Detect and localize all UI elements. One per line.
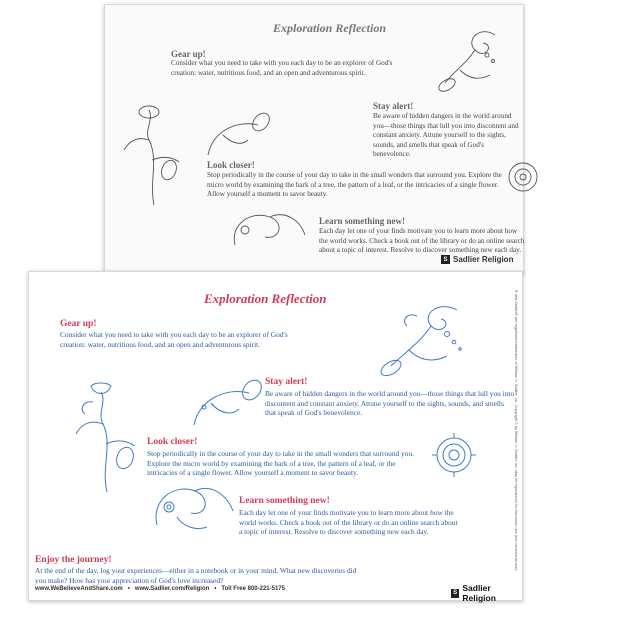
back-leaf-swirl-ornament — [225, 205, 310, 255]
front-heading-learn-new: Learn something new! — [239, 496, 330, 506]
back-text-look-closer: Stop periodically in the course of your day to take in the small wonders that surround you. Explore the micro world by examining the bark of a tree, the pattern of a leaf, or the intricacies of a single flower. Allow yourself a moment to savor beauty. — [207, 171, 502, 199]
front-swirl-ornament — [189, 367, 264, 432]
front-heading-enjoy-journey: Enjoy the journey! — [35, 555, 112, 565]
copyright-side-text: ® and Sadlier® are registered trademarks of William H. Sadlier, Inc. Copyright © by William H. Sadlier, Inc. May be reproduced for classroom use (not commercial use). — [514, 290, 518, 572]
back-flourish-ornament — [435, 25, 505, 105]
back-title: Exploration Reflection — [273, 21, 387, 35]
footer-site-sadlier[interactable]: www.Sadlier.com/Religion — [134, 586, 210, 592]
worksheet-preview-front — [28, 271, 523, 601]
back-heading-learn-new: Learn something new! — [319, 216, 405, 226]
front-title: Exploration Reflection — [204, 291, 327, 306]
back-heading-stay-alert: Stay alert! — [373, 101, 414, 111]
footer-site-webelieve[interactable]: www.WeBelieveAndShare.com — [35, 586, 123, 592]
front-leaf-swirl-ornament — [147, 477, 237, 537]
front-heading-look-closer: Look closer! — [147, 437, 198, 447]
front-text-gear-up: Consider what you need to take with you each day to be an explorer of God's creation: water, nutritious food, and an open and adventurous spirit. — [60, 330, 288, 349]
back-mandala-ornament — [503, 157, 543, 197]
front-text-enjoy-journey: At the end of the day, log your experiences—either in a notebook or in your mind. What new discoveries did you make? How has your appreciation of God's love increased? — [35, 566, 357, 585]
front-flourish-ornament — [377, 302, 467, 382]
back-sadlier-logo: S Sadlier Religion — [441, 255, 513, 264]
back-swirl-ornament — [203, 100, 273, 160]
front-text-look-closer: Stop periodically in the course of your day to take in the small wonders that surround you. Explore the micro world by examining the bark of a tree, the pattern of a leaf, or the intricacies of a single flower. Allow yourself a moment to savor beauty. — [147, 449, 415, 478]
front-flower-stem-ornament — [73, 382, 143, 497]
footer-phone: Toll Free 800-221-5175 — [221, 586, 285, 592]
back-heading-look-closer: Look closer! — [207, 160, 255, 170]
front-heading-gear-up: Gear up! — [60, 319, 97, 329]
footer-links: www.WeBelieveAndShare.com • www.Sadlier.com/Religion • Toll Free 800-221-5175 — [35, 586, 285, 592]
front-text-stay-alert: Be aware of hidden dangers in the world around you—those things that lull you into discontent and constant anxiety. Attune yourself to the sights, sounds, and smells that speak of God's benevolence. — [265, 389, 515, 418]
back-flower-stem-ornament — [119, 100, 189, 210]
front-mandala-ornament — [431, 432, 477, 478]
worksheet-preview-back — [104, 4, 524, 274]
back-text-stay-alert: Be aware of hidden dangers in the world around you—those things that lull you into discontent and constant anxiety. Attune yourself to the sights, sounds, and smells that speak of God's benevolence. — [373, 112, 519, 159]
front-sadlier-logo: S Sadlier Religion — [451, 583, 522, 603]
back-text-learn-new: Each day let one of your finds motivate you to learn more about how the world works. Check a book out of the library or do an online search about a topic of interest. Resolve to discover something new each day. — [319, 227, 525, 255]
back-heading-gear-up: Gear up! — [171, 49, 206, 59]
back-text-gear-up: Consider what you need to take with you each day to be an explorer of God's creation: water, nutritious food, and an open and adventurous spirit. — [171, 59, 393, 77]
front-text-learn-new: Each day let one of your finds motivate you to learn more about how the world works. Check a book out of the library or do an online search about a topic of interest. Resolve to discover something new each day. — [239, 508, 458, 537]
front-heading-stay-alert: Stay alert! — [265, 377, 308, 387]
